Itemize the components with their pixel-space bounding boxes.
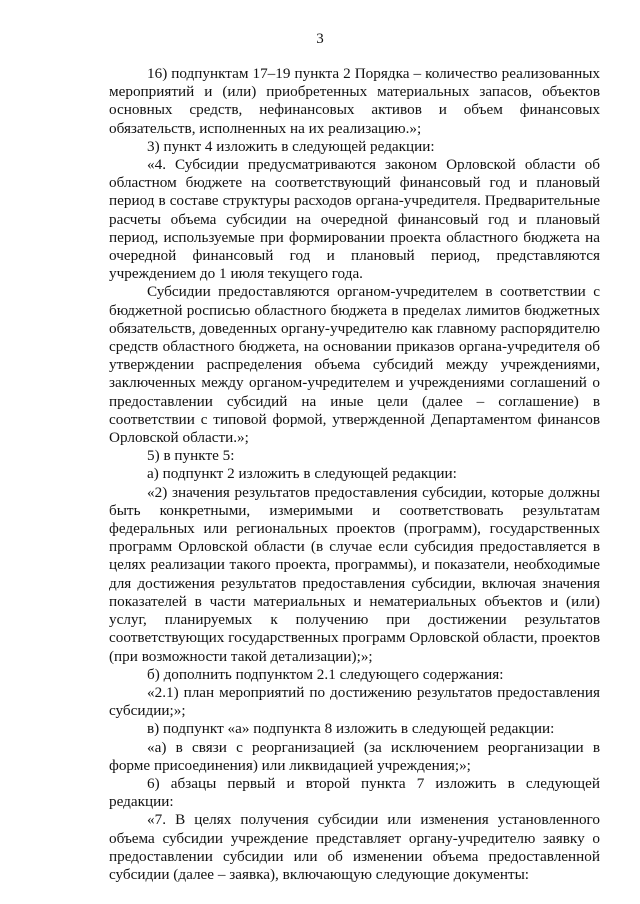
paragraph-item-5: 5) в пункте 5: <box>147 447 235 465</box>
paragraph-plan-2-1: «2.1) план мероприятий по достижению результатов предоставления субсидии;»; <box>109 683 600 720</box>
page-number: 3 <box>316 31 324 47</box>
paragraph-reorganization: «а) в связи с реорганизацией (за исключением реорганизации в форме присоединения) или ликвидацией учреждения;»; <box>109 738 600 774</box>
paragraph-subitem-16: 16) подпунктам 17–19 пункта 2 Порядка – количество реализованных мероприятий и (или) приобретенных материальных запасов, объектов основных средств, нефинансовых активов и объем финансовых обязательств, исполненных на их реализацию.»; <box>109 65 600 137</box>
paragraph-results-values: «2) значения результатов предоставления субсидии, которые должны быть конкретными, измеримыми и соответствовать результатам федеральных или региональных проектов (программ), государственных программ Орловской области (в случае если субсидия предоставляется в целях реализации такого проекта, программы), и показатели, необходимые для достижения результатов предоставления субсидии, включая значения показателей в части материальных и нематериальных объектов и (или) услуг, планируемых к получению при достижении результатов соответствующих государственных программ Орловской области, проектов (при возможности такой детализации);»; <box>109 483 600 665</box>
paragraph-subitem-b: б) дополнить подпунктом 2.1 следующего содержания: <box>147 665 504 683</box>
document-body <box>109 65 600 884</box>
paragraph-item-3: 3) пункт 4 изложить в следующей редакции: <box>147 137 435 155</box>
paragraph-subsidies-provided: Субсидии предоставляются органом-учредителем в соответствии с бюджетной росписью областного бюджета в пределах лимитов бюджетных обязательств, доведенных органу-учредителю как главному распорядителю средств областного бюджета, на основании приказов органа-учредителя об утверждении распределения объема субсидий между учреждениями, заключенных между органом-учредителем и учреждениями соглашений о предоставлении субсидий на иные цели (далее – соглашение) в соответствии с типовой формой, утвержденной Департаментом финансов Орловской области.»; <box>109 283 600 447</box>
paragraph-subitem-a: а) подпункт 2 изложить в следующей редакции: <box>147 465 457 483</box>
paragraph-point-7: «7. В целях получения субсидии или изменения установленного объема субсидии учреждение представляет органу-учредителю заявку о предоставлении субсидии или об изменении объема предоставленной субсидии (далее – заявка), включающую следующие документы: <box>109 811 600 883</box>
paragraph-point-4: «4. Субсидии предусматриваются законом Орловской области об областном бюджете на соответствующий финансовый год и плановый период в составе структуры расходов органа-учредителя. Предварительные расчеты объема субсидии на очередной финансовый год и плановый период, используемые при формировании проекта областного бюджета на очередной финансовый год и плановый период, представляются учреждением до 1 июля текущего года. <box>109 156 600 283</box>
paragraph-item-6: 6) абзацы первый и второй пункта 7 изложить в следующей редакции: <box>109 774 600 811</box>
paragraph-subitem-v: в) подпункт «а» подпункта 8 изложить в следующей редакции: <box>147 720 555 738</box>
